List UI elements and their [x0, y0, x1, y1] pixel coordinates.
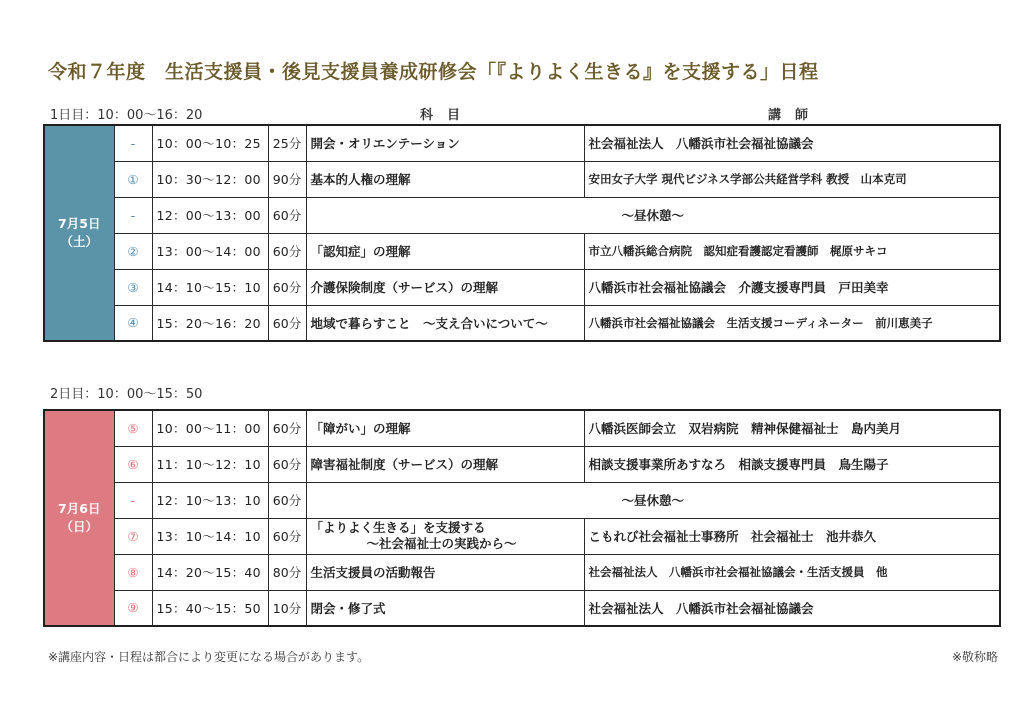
session-number: -: [114, 125, 152, 161]
session-time: 15：20〜16：20: [152, 305, 268, 341]
session-number: -: [114, 197, 152, 233]
table-row: [44, 161, 1000, 197]
session-subject: 障害福祉制度（サービス）の理解: [306, 446, 584, 482]
page-title: 令和７年度 生活支援員・後見支援員養成研修会「『よりよく生きる』を支援する」日程: [48, 61, 819, 83]
footnote-schedule-change: ※講座内容・日程は都合により変更になる場合があります。: [48, 650, 370, 664]
lunch-break: 〜昼休憩〜: [306, 197, 1000, 233]
session-subject-line2: 〜社会福祉士の実践から〜: [366, 536, 517, 551]
session-number: ②: [114, 233, 152, 269]
table-row: [44, 410, 1000, 446]
session-time: 12：00〜13：00: [152, 197, 268, 233]
session-lecturer: 社会福祉法人 八幡浜市社会福祉協議会: [584, 125, 1000, 161]
session-lecturer: 八幡浜医師会立 双岩病院 精神保健福祉士 島内美月: [584, 410, 1000, 446]
session-time: 13：10〜14：10: [152, 518, 268, 554]
session-number: ⑥: [114, 446, 152, 482]
session-number: ⑤: [114, 410, 152, 446]
day1-schedule-table: [43, 124, 1001, 342]
day2-schedule-table: [43, 409, 1001, 627]
table-row: [44, 446, 1000, 482]
footnote-honorifics: ※敬称略: [951, 650, 998, 664]
session-duration: 80分: [268, 554, 306, 590]
session-number: ⑧: [114, 554, 152, 590]
day1-header: 1日目：10：00〜16：20: [50, 108, 203, 123]
session-duration: 60分: [268, 482, 306, 518]
session-lecturer: 社会福祉法人 八幡浜市社会福祉協議会・生活支援員 他: [584, 554, 1000, 590]
session-duration: 60分: [268, 233, 306, 269]
day1-weekday: （土）: [60, 234, 98, 249]
table-row: [44, 269, 1000, 305]
session-duration: 60分: [268, 518, 306, 554]
session-duration: 90分: [268, 161, 306, 197]
session-subject: 「認知症」の理解: [306, 233, 584, 269]
session-lecturer: 八幡浜市社会福祉協議会 生活支援コーディネーター 前川恵美子: [584, 305, 1000, 341]
day1-date-cell: [44, 125, 114, 341]
table-row: [44, 233, 1000, 269]
session-time: 12：10〜13：10: [152, 482, 268, 518]
session-subject: 基本的人権の理解: [306, 161, 584, 197]
day1-date: 7月5日: [58, 216, 101, 231]
session-duration: 60分: [268, 446, 306, 482]
session-subject: [306, 518, 584, 554]
session-duration: 25分: [268, 125, 306, 161]
session-duration: 60分: [268, 410, 306, 446]
session-number: ①: [114, 161, 152, 197]
lecturer-column-header: 講師: [768, 108, 823, 123]
session-time: 14：20〜15：40: [152, 554, 268, 590]
table-row: [44, 125, 1000, 161]
session-number: ③: [114, 269, 152, 305]
session-subject: 介護保険制度（サービス）の理解: [306, 269, 584, 305]
session-lecturer: 八幡浜市社会福祉協議会 介護支援専門員 戸田美幸: [584, 269, 1000, 305]
table-row: [44, 482, 1000, 518]
day2-date: 7月6日: [58, 501, 101, 516]
table-row: [44, 554, 1000, 590]
session-number: ⑨: [114, 590, 152, 626]
session-subject-line1: 「よりよく生きる」を支援する: [310, 520, 486, 535]
table-row: [44, 197, 1000, 233]
session-lecturer: 社会福祉法人 八幡浜市社会福祉協議会: [584, 590, 1000, 626]
session-subject: 開会・オリエンテーション: [306, 125, 584, 161]
table-row: [44, 305, 1000, 341]
session-time: 10：30〜12：00: [152, 161, 268, 197]
session-time: 14：10〜15：10: [152, 269, 268, 305]
subject-column-header: 科目: [420, 108, 475, 123]
session-subject: 地域で暮らすこと 〜支え合いについて〜: [306, 305, 584, 341]
day2-weekday: （日）: [60, 519, 98, 534]
session-duration: 60分: [268, 305, 306, 341]
session-lecturer: 市立八幡浜総合病院 認知症看護認定看護師 梶原サキコ: [584, 233, 1000, 269]
table-row: [44, 518, 1000, 554]
session-number: ⑦: [114, 518, 152, 554]
session-duration: 60分: [268, 197, 306, 233]
session-subject: 「障がい」の理解: [306, 410, 584, 446]
session-time: 10：00〜10：25: [152, 125, 268, 161]
session-time: 13：00〜14：00: [152, 233, 268, 269]
session-duration: 60分: [268, 269, 306, 305]
day2-date-cell: [44, 410, 114, 626]
session-number: -: [114, 482, 152, 518]
session-subject: 生活支援員の活動報告: [306, 554, 584, 590]
day2-header: 2日目：10：00〜15：50: [50, 387, 203, 402]
table-row: [44, 590, 1000, 626]
session-time: 15：40〜15：50: [152, 590, 268, 626]
session-number: ④: [114, 305, 152, 341]
session-lecturer: 相談支援事業所あすなろ 相談支援専門員 鳥生陽子: [584, 446, 1000, 482]
session-subject: 閉会・修了式: [306, 590, 584, 626]
session-time: 11：10〜12：10: [152, 446, 268, 482]
session-duration: 10分: [268, 590, 306, 626]
session-lecturer: こもれび社会福祉士事務所 社会福祉士 池井恭久: [584, 518, 1000, 554]
session-time: 10：00〜11：00: [152, 410, 268, 446]
lunch-break: 〜昼休憩〜: [306, 482, 1000, 518]
session-lecturer: 安田女子大学 現代ビジネス学部公共経営学科 教授 山本克司: [584, 161, 1000, 197]
